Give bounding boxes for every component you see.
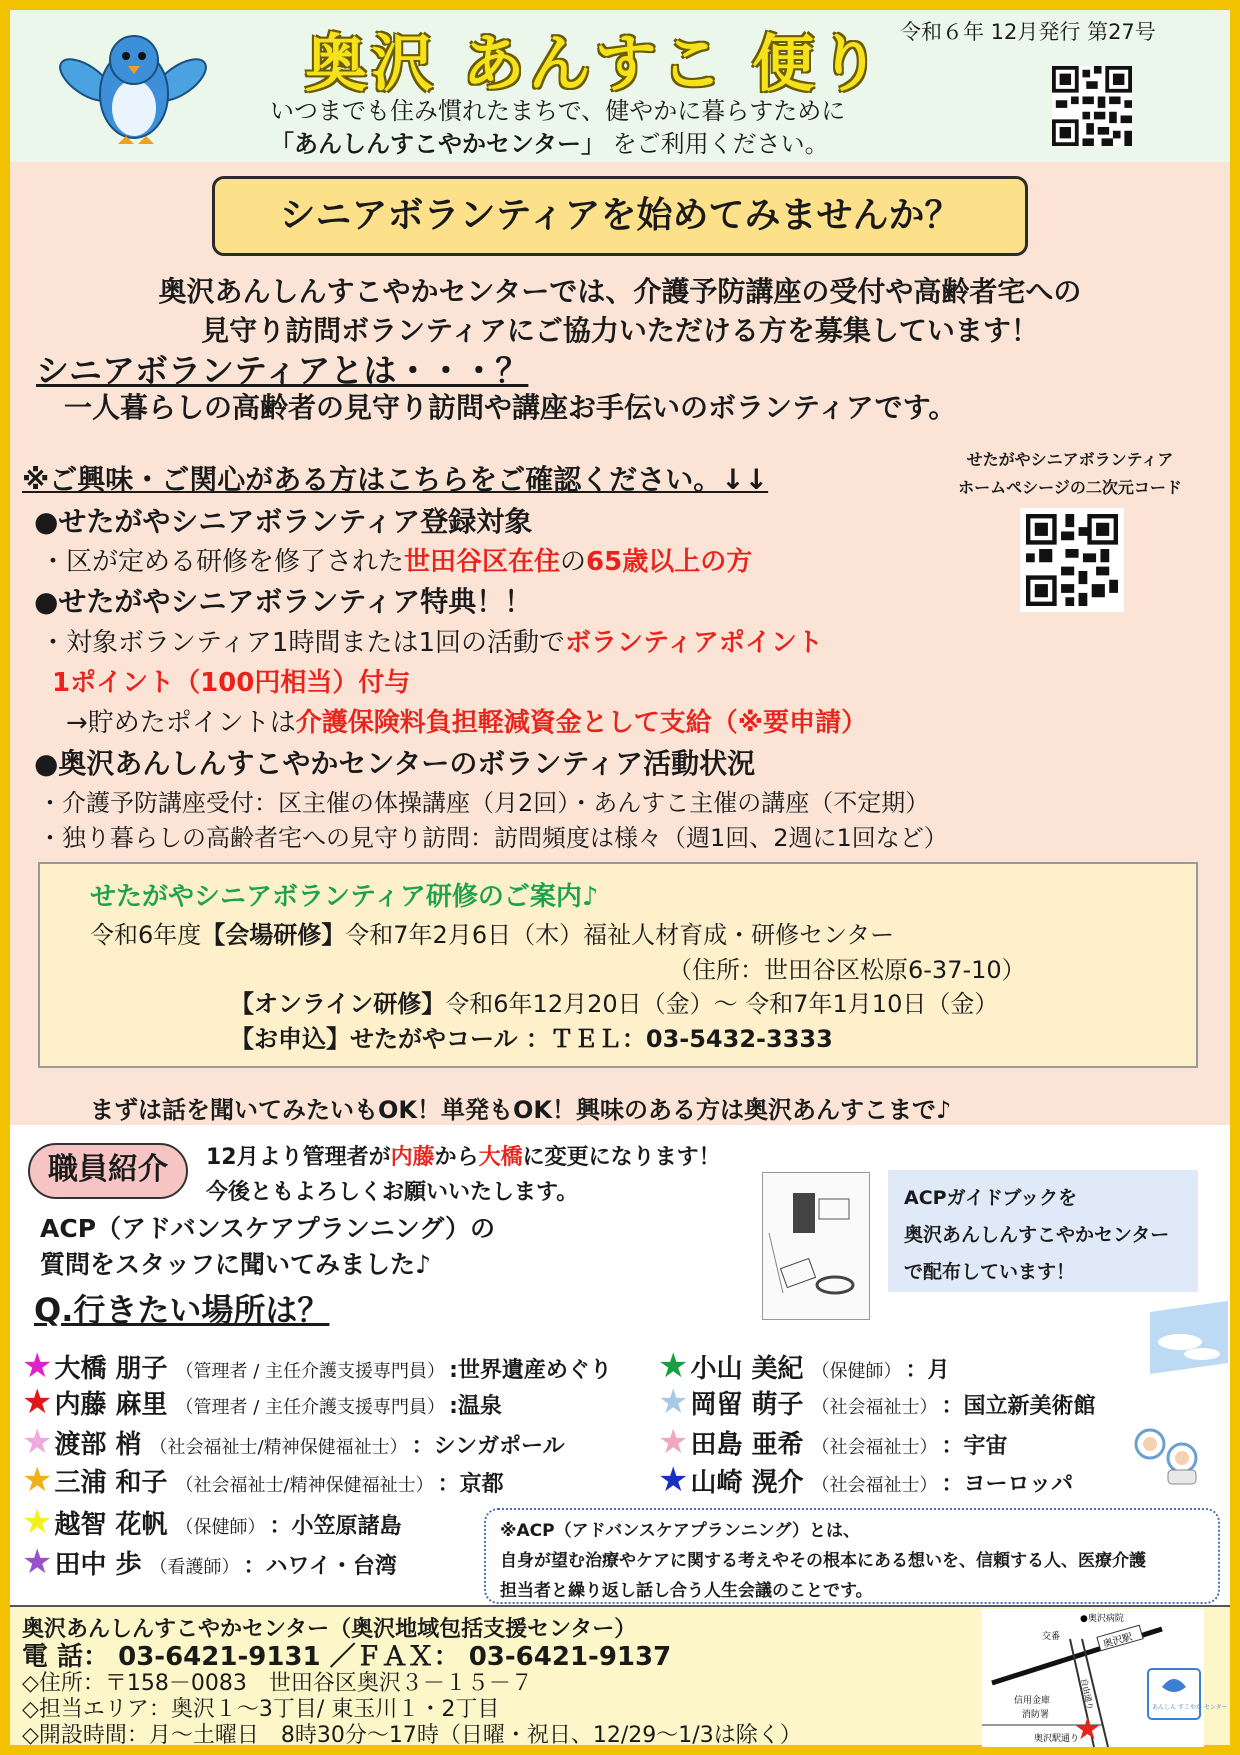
guidebook-illustration-icon (763, 1173, 869, 1319)
center-name: 「あんしんすこやかセンター」 (270, 130, 606, 158)
change-post: に変更になります！ (522, 1145, 721, 1170)
staff-member (658, 1348, 950, 1385)
tagline (270, 95, 845, 161)
acp-guidebook-image (762, 1172, 870, 1320)
training-apply: 【お申込】せたがやコール ：ＴＥＬ：03-5432-3333 (230, 1025, 833, 1053)
staff-greeting: 今後ともよろしくお願いいたします。 (206, 1180, 579, 1205)
benefit-pre: ・対象ボランティア1時間または1回の活動で (40, 628, 566, 658)
eligibility-resident: 世田谷区在住 (404, 547, 561, 577)
staff-answer: ：月 (905, 1358, 950, 1383)
question-heading: Q.行きたい場所は？ (34, 1291, 330, 1329)
star-icon: ★ (22, 1346, 53, 1386)
tagline-line-2 (270, 128, 845, 161)
issue-info: 令和６年 12月発行 第27号 (900, 20, 1156, 44)
staff-name: 内藤 麻里 (54, 1390, 168, 1420)
eligibility-age: 65歳以上の方 (586, 547, 753, 577)
benefit-arrow-text (66, 702, 867, 739)
venue-address: （住所：世田谷区松原6-37-10） (668, 956, 1026, 984)
tagline-rest: をご利用ください。 (605, 130, 829, 158)
map-drawing-icon (982, 1609, 1228, 1747)
training-venue (90, 915, 894, 950)
benefit-heading: ●せたがやシニアボランティア特典！！ (34, 585, 533, 618)
staff-answer: :温泉 (449, 1394, 502, 1419)
staff-name: 小山 美紀 (690, 1354, 804, 1384)
map-hospital-label: ●奥沢病院 (1080, 1614, 1124, 1624)
staff-name: 田中 歩 (54, 1550, 142, 1580)
location-star-icon: ★ (1074, 1712, 1101, 1747)
acp-definition-box (484, 1508, 1220, 1604)
acp-def-line-2: 自身が望む治療やケアに関する考えやその根本にある想いを、信頼する人、医療介護 (500, 1551, 1146, 1571)
eligibility-text (40, 541, 752, 578)
acp-question-line-2: 質問をスタッフに聞いてみました♪ (40, 1250, 431, 1279)
change-old-manager: 内藤 (390, 1145, 435, 1170)
staff-answer: ：宇宙 (941, 1434, 1008, 1459)
map-road-label: 自由通り (1079, 1677, 1095, 1711)
training-online (230, 984, 998, 1019)
footer-hours: ◇開設時間：月～土曜日 8時30分～17時（日曜・祝日、12/29～1/3は除く） (22, 1723, 802, 1748)
staff-member (22, 1384, 502, 1421)
change-pre: 12月より管理者が (206, 1145, 391, 1170)
center-logo-text: あんしん すこやか センター (1152, 1704, 1228, 1711)
acp-question-line-1: ACP（アドバンスケアプランニング）の (40, 1214, 496, 1243)
astronauts-icon (1124, 1418, 1208, 1488)
staff-answer: ：ヨーロッパ (941, 1472, 1074, 1497)
benefit-fund: 介護保険料負担軽減資金として支給（※要申請） (295, 708, 868, 738)
acp-def-line-3: 担当者と繰り返し話し合う人生会議のことです。 (500, 1581, 873, 1601)
eligibility-heading: ●せたがやシニアボランティア登録対象 (34, 505, 533, 538)
what-is-text: 一人暮らしの高齢者の見守り訪問や講座お手伝いのボランティアです。 (64, 391, 957, 424)
star-icon: ★ (22, 1502, 53, 1542)
intro-line-1: 奥沢あんしんすこやかセンターでは、介護予防講座の受付や高齢者宅への (158, 275, 1082, 308)
online-label: 【オンライン研修】 (230, 990, 446, 1018)
training-year: 令和6年度 (90, 921, 202, 949)
staff-member (22, 1544, 397, 1581)
benefit-point-value: 1ポイント（100円相当）付与 (52, 668, 411, 698)
sky-clouds-icon (1150, 1312, 1228, 1374)
closing-message: まずは話を聞いてみたいもOK！単発もOK！興味のある方は奥沢あんすこまで♪ (90, 1096, 952, 1124)
benefit-point-name: ボランティアポイント (565, 628, 823, 658)
qr-note-line-1: せたがやシニアボランティア (966, 450, 1174, 469)
qr-note (935, 446, 1205, 502)
staff-member (22, 1504, 402, 1541)
staff-name: 岡留 萌子 (690, 1390, 804, 1420)
volunteer-headline: シニアボランティアを始めてみませんか？ (212, 176, 1028, 256)
star-icon: ★ (658, 1346, 689, 1386)
acp-box-line-3: で配布しています！ (904, 1261, 1076, 1283)
intro-line-2: 見守り訪問ボランティアにご協力いただける方を募集しています！ (201, 314, 1039, 347)
acp-guidebook-box (888, 1170, 1198, 1292)
qr-note-line-2: ホームペシージの二次元コード (958, 478, 1182, 497)
footer-phone: 電 話： 03-6421-9131 ／ＦＡＸ： 03-6421-9137 (22, 1642, 672, 1672)
access-map[interactable] (982, 1609, 1228, 1747)
benefit-arrow-pre: →貯めたポイントは (66, 708, 296, 738)
acp-def-line-1: ※ACP（アドバンスケアプランニング）とは、 (500, 1521, 860, 1541)
staff-member (22, 1424, 565, 1461)
staff-name: 三浦 和子 (54, 1468, 168, 1498)
staff-answer: ：シンガポール (411, 1434, 565, 1459)
manager-change (206, 1140, 721, 1171)
volunteer-qr-code-icon[interactable] (1020, 508, 1124, 612)
staff-name: 渡部 梢 (54, 1430, 142, 1460)
benefit-text (40, 622, 823, 659)
venue-label: 【会場研修】 (201, 921, 346, 949)
footer-area: ◇担当エリア：奥沢１～3丁目/ 東玉川１・2丁目 (22, 1697, 500, 1722)
acp-box-line-2: 奥沢あんしんすこやかセンター (904, 1224, 1170, 1246)
staff-member (658, 1462, 1073, 1499)
staff-role: （看護師） (149, 1557, 240, 1578)
map-fire-label: 消防署 (1022, 1710, 1050, 1720)
star-icon: ★ (22, 1382, 53, 1422)
staff-member (658, 1424, 1008, 1461)
star-icon: ★ (22, 1460, 53, 1500)
map-station-label: 奥沢駅 (1101, 1631, 1134, 1651)
staff-answer: :世界遺産めぐり (449, 1358, 612, 1383)
change-new-manager: 大橋 (478, 1145, 523, 1170)
staff-role: （社会福祉士） (811, 1437, 938, 1458)
tagline-line-1: いつまでも住み慣れたまちで、健やかに暮らすために (270, 97, 846, 125)
star-icon: ★ (658, 1460, 689, 1500)
footer-org: 奥沢あんしんすこやかセンター（奥沢地域包括支援センター） (22, 1617, 637, 1642)
staff-member (22, 1462, 504, 1499)
staff-role: （社会福祉士） (811, 1397, 938, 1418)
newsletter-title: 奥沢 あんすこ 便り (305, 27, 885, 100)
activity-line-2: ・独り暮らしの高齢者宅への見守り訪問：訪問頻度は様々（週1回、2週に1回など） (38, 824, 948, 852)
what-is-heading: シニアボランティアとは・・・？ (36, 351, 529, 390)
staff-role: （管理者 / 主任介護支援専門員） (175, 1361, 446, 1382)
staff-member (658, 1384, 1096, 1421)
star-icon: ★ (658, 1422, 689, 1462)
acp-box-line-1: ACPガイドブックを (904, 1187, 1078, 1209)
staff-member (22, 1348, 612, 1385)
staff-role: （保健師） (811, 1361, 902, 1382)
training-title: せたがやシニアボランティア研修のご案内♪ (90, 882, 599, 912)
header-qr-code-icon[interactable] (1052, 66, 1132, 146)
venue-detail: 令和7年2月6日（木）福祉人材育成・研修センター (345, 921, 895, 949)
staff-intro-badge: 職員紹介 (28, 1143, 188, 1199)
activity-line-1: ・介護予防講座受付：区主催の体操講座（月2回）・あんすこ主催の講座（不定期） (38, 789, 930, 817)
star-icon: ★ (658, 1382, 689, 1422)
online-detail: 令和6年12月20日（金）～ 令和7年1月10日（金） (445, 990, 999, 1018)
change-mid: から (434, 1145, 479, 1170)
map-police-label: 交番 (1042, 1632, 1061, 1642)
staff-role: （保健師） (175, 1517, 266, 1538)
staff-role: （社会福祉士/精神保健福祉士） (149, 1437, 408, 1458)
map-bank-label: 信用金庫 (1014, 1696, 1051, 1706)
footer-address: ◇住所：〒158－0083 世田谷区奥沢３－１５－７ (22, 1671, 533, 1696)
staff-role: （社会福祉士/精神保健福祉士） (175, 1475, 434, 1496)
staff-answer: ：国立新美術館 (941, 1394, 1096, 1419)
bluebird-mascot-icon (52, 20, 212, 160)
activity-heading: ●奥沢あんしんすこやかセンターのボランティア活動状況 (34, 747, 756, 780)
staff-answer: ：京都 (437, 1472, 504, 1497)
staff-role: （社会福祉士） (811, 1475, 938, 1496)
staff-name: 田島 亜希 (690, 1430, 804, 1460)
eligibility-mid: の (560, 547, 587, 577)
staff-role: （管理者 / 主任介護支援専門員） (175, 1397, 446, 1418)
star-icon: ★ (22, 1542, 53, 1582)
eligibility-pre: ・区が定める研修を修了された (40, 547, 405, 577)
check-heading: ※ご興味・ご関心がある方はこちらをご確認ください。↓↓ (22, 463, 769, 496)
staff-answer: ：小笠原諸島 (269, 1514, 402, 1539)
staff-name: 大橋 朋子 (54, 1354, 168, 1384)
star-icon: ★ (22, 1422, 53, 1462)
staff-name: 越智 花帆 (54, 1510, 168, 1540)
staff-name: 山崎 滉介 (690, 1468, 804, 1498)
map-street-label: 奥沢駅通り (1034, 1734, 1080, 1744)
staff-answer: ：ハワイ・台湾 (243, 1554, 397, 1579)
